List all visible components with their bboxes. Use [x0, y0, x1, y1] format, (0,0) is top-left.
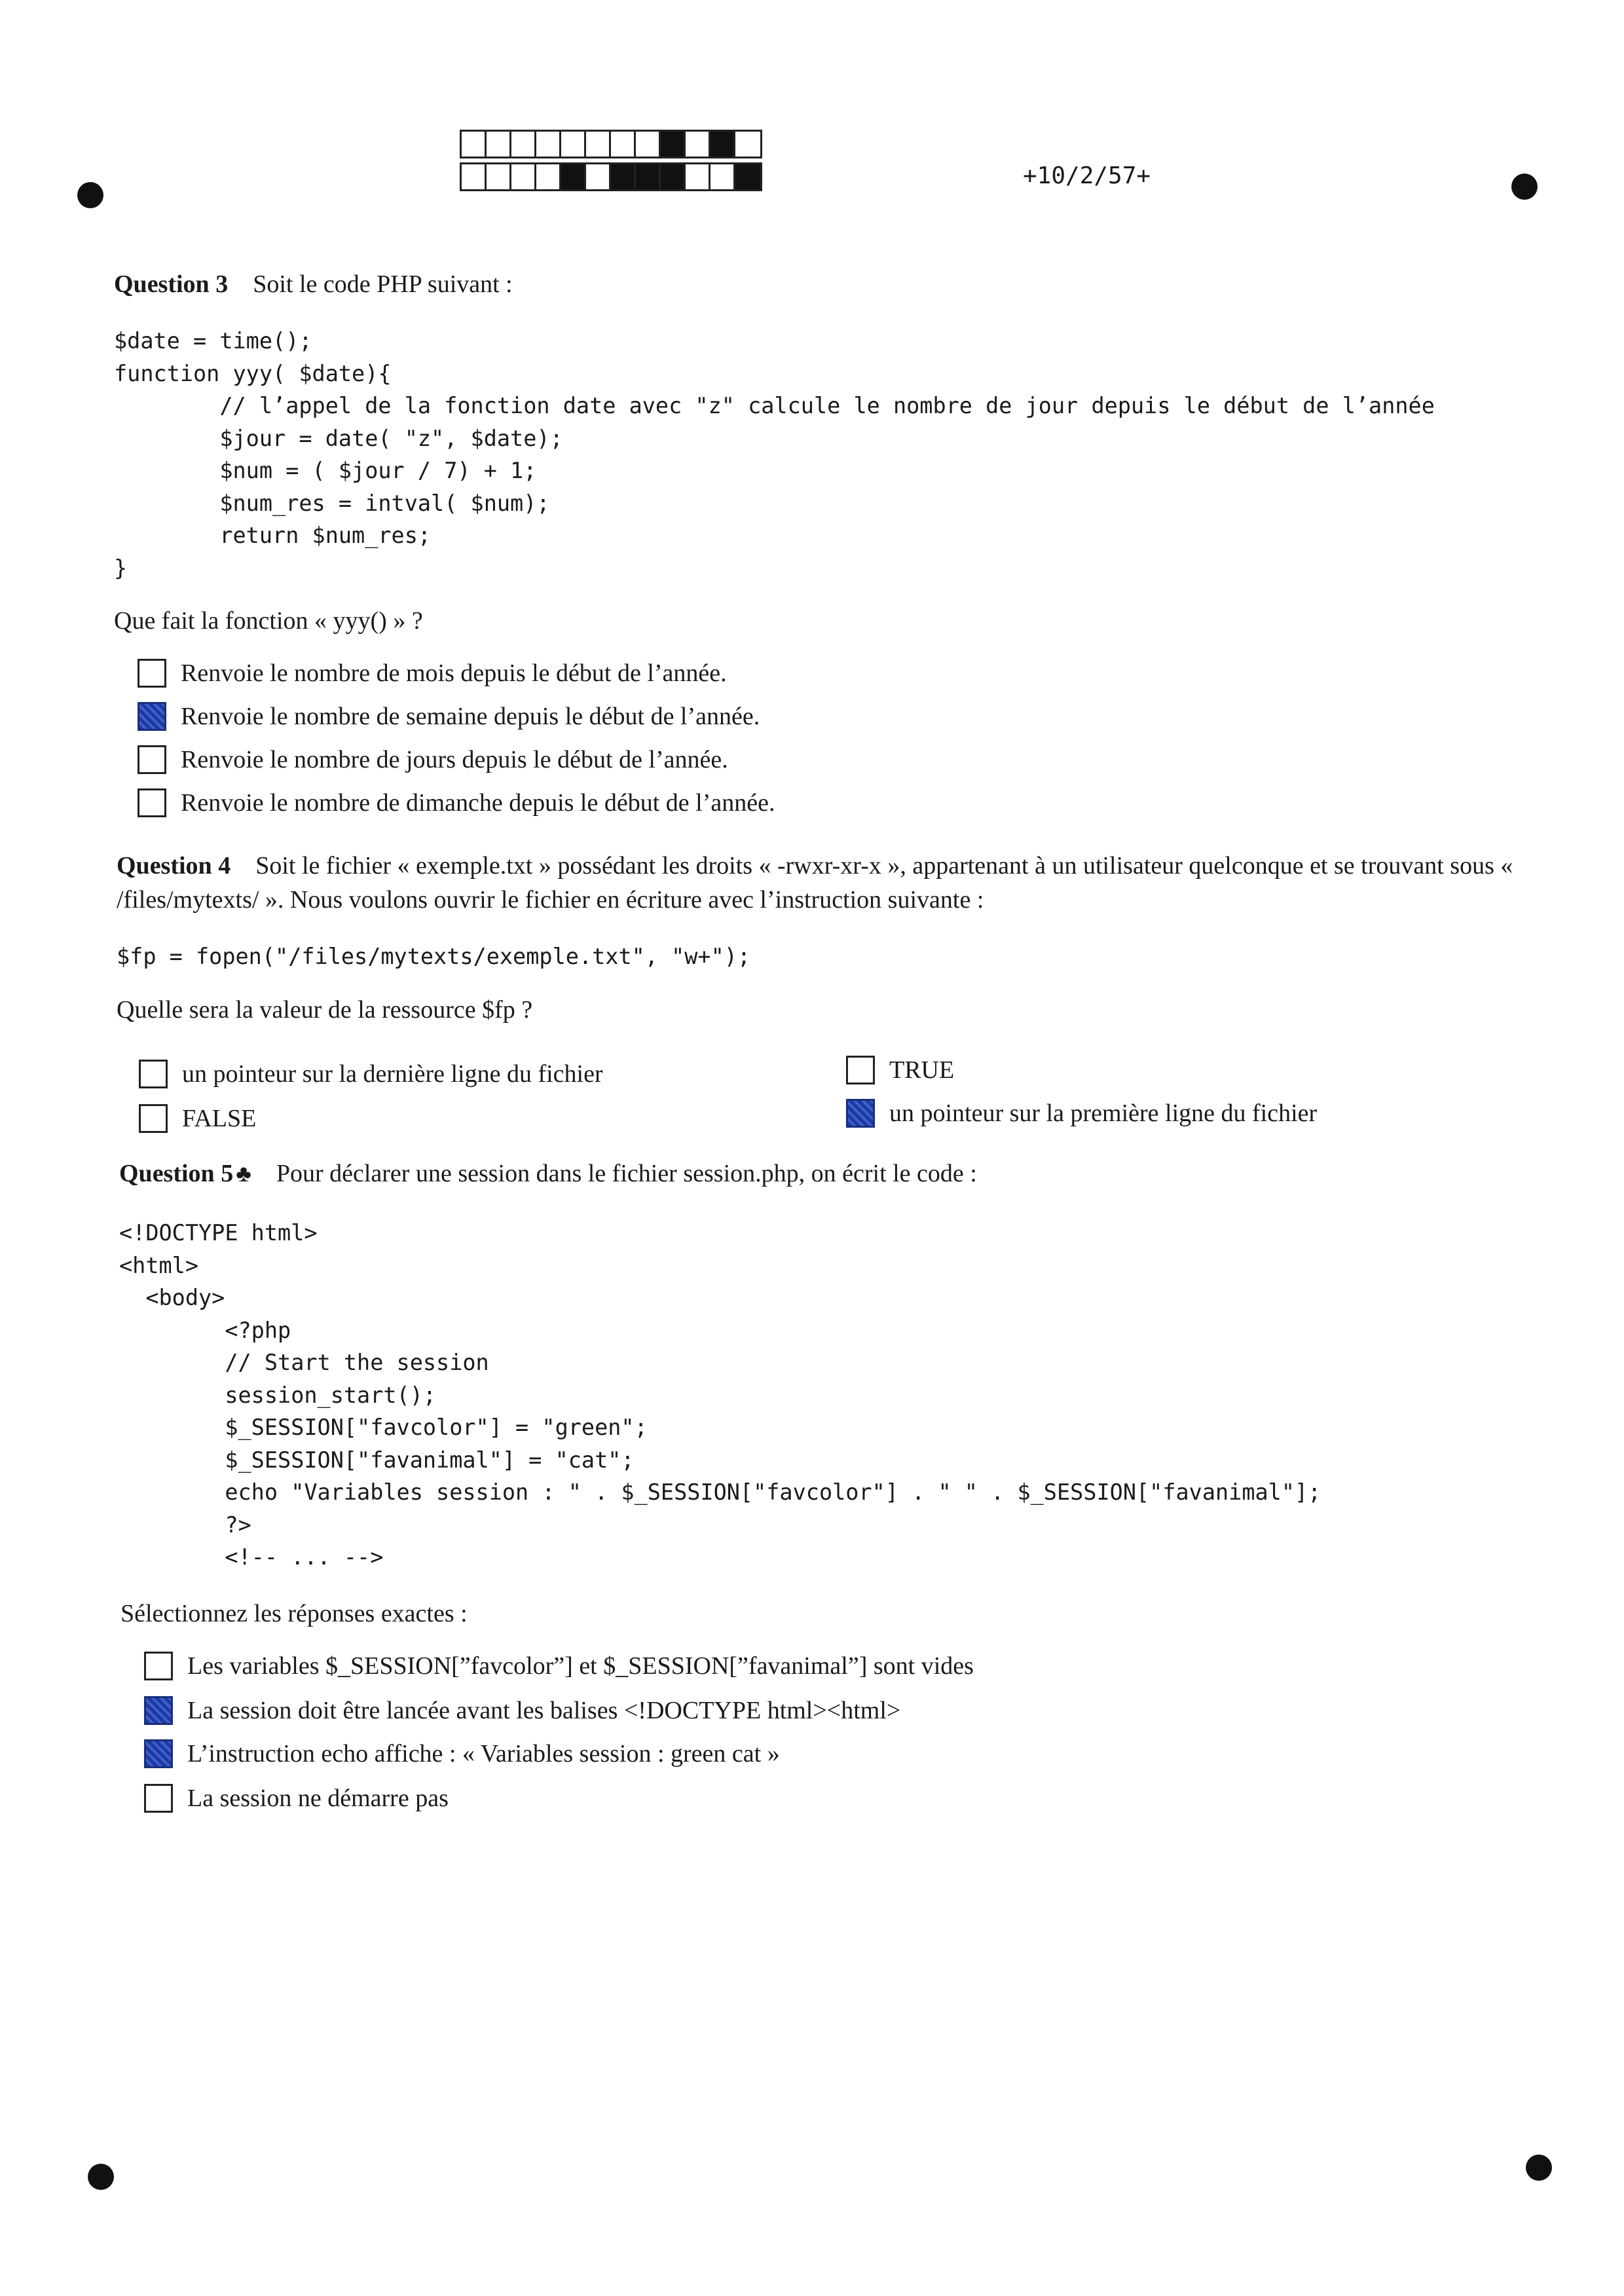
- registration-dot-bottom-left: [88, 2164, 114, 2190]
- q4-option-3-checkbox[interactable]: [846, 1056, 875, 1084]
- barcode-bottom-cell-8: [636, 164, 661, 189]
- q4-option-3-text: TRUE: [889, 1056, 955, 1084]
- q5-option-1-text: Les variables $_SESSION[”favcolor”] et $_SESSION[”favanimal”] sont vides: [187, 1652, 974, 1680]
- q5-option-3[interactable]: [144, 1739, 780, 1768]
- q3-option-4-checkbox[interactable]: [138, 788, 166, 817]
- q3-option-3-text: Renvoie le nombre de jours depuis le début de l’année.: [181, 746, 728, 773]
- barcode-top-cell-10: [686, 132, 710, 157]
- q4-option-3[interactable]: [846, 1056, 954, 1084]
- q5-option-4-checkbox[interactable]: [144, 1784, 173, 1813]
- barcode-top-cell-7: [611, 132, 636, 157]
- question-3-label: Question 3: [114, 270, 229, 298]
- barcode-top-cell-5: [561, 132, 586, 157]
- q4-option-2-text: FALSE: [182, 1105, 257, 1132]
- registration-dot-top-right: [1511, 174, 1538, 200]
- q3-option-4[interactable]: [138, 788, 775, 817]
- barcode-bottom-cell-4: [536, 164, 561, 189]
- question-4-code: $fp = fopen("/files/mytexts/exemple.txt", "w+");: [117, 944, 751, 969]
- q4-option-1-text: un pointeur sur la dernière ligne du fichier: [182, 1060, 603, 1088]
- question-5-prompt: Sélectionnez les réponses exactes :: [120, 1600, 468, 1627]
- q5-option-4-text: La session ne démarre pas: [187, 1785, 449, 1812]
- q3-option-2[interactable]: [138, 702, 760, 731]
- q4-option-2-checkbox[interactable]: [139, 1104, 168, 1133]
- barcode-top-cell-6: [586, 132, 611, 157]
- q3-option-3-checkbox[interactable]: [138, 745, 166, 774]
- barcode-top-cell-1: [462, 132, 487, 157]
- q3-option-2-checkbox[interactable]: [138, 702, 166, 731]
- question-5-label: Question 5 ♣: [119, 1160, 251, 1187]
- question-4-heading: [117, 849, 1518, 917]
- club-icon: ♣: [236, 1160, 251, 1187]
- q4-option-4[interactable]: [846, 1099, 1317, 1128]
- barcode-top-cell-4: [536, 132, 561, 157]
- question-3-heading: [114, 270, 513, 299]
- barcode-bottom-cell-1: [462, 164, 487, 189]
- q3-option-4-text: Renvoie le nombre de dimanche depuis le début de l’année.: [181, 789, 775, 817]
- question-4-prompt: Quelle sera la valeur de la ressource $fp ?: [117, 996, 533, 1024]
- question-3-text: Soit le code PHP suivant :: [253, 270, 513, 298]
- barcode-top-cell-9: [661, 132, 686, 157]
- q4-option-4-text: un pointeur sur la première ligne du fichier: [889, 1100, 1318, 1127]
- q3-option-3[interactable]: [138, 745, 728, 774]
- question-4-label: Question 4: [117, 852, 231, 880]
- barcode-bottom-cell-12: [735, 164, 760, 189]
- question-5-text: Pour déclarer une session dans le fichier session.php, on écrit le code :: [276, 1160, 977, 1187]
- q3-option-1[interactable]: [138, 659, 727, 688]
- q3-option-1-text: Renvoie le nombre de mois depuis le début de l’année.: [181, 659, 727, 687]
- barcode-bottom: [460, 162, 762, 191]
- q5-option-1-checkbox[interactable]: [144, 1652, 173, 1680]
- question-4-text: Soit le fichier « exemple.txt » possédant les droits « -rwxr-xr-x », appartenant à un utilisateur quelconque et se trouvant sous « /files/mytexts/ ». Nous voulons ouvrir le fichier en écriture avec l’instruction suivante :: [117, 852, 1513, 914]
- barcode-top-cell-2: [487, 132, 511, 157]
- q3-option-2-text: Renvoie le nombre de semaine depuis le début de l’année.: [181, 703, 760, 730]
- barcode-bottom-cell-2: [487, 164, 511, 189]
- q5-option-2-text: La session doit être lancée avant les balises <!DOCTYPE html><html>: [187, 1697, 901, 1724]
- q5-option-4[interactable]: [144, 1784, 449, 1813]
- registration-dot-top-left: [77, 182, 103, 208]
- barcode-bottom-cell-5: [561, 164, 586, 189]
- q4-option-4-checkbox[interactable]: [846, 1099, 875, 1128]
- page-id: +10/2/57+: [1023, 162, 1151, 189]
- barcode-bottom-cell-3: [511, 164, 536, 189]
- question-3-code: $date = time(); function yyy( $date){ // l’appel de la fonction date avec "z" calcule le nombre de jour depuis le début de l’année $jour = date( "z", $date); $num = ( $jour / 7) + 1; $num_res = intval( $num); return $num_res; }: [114, 328, 1435, 581]
- registration-dot-bottom-right: [1526, 2155, 1552, 2181]
- barcode-bottom-cell-11: [710, 164, 735, 189]
- question-5-code: <!DOCTYPE html> <html> <body> <?php // Start the session session_start(); $_SESSION["favcolor"] = "green"; $_SESSION["favanimal"] = "cat"; echo "Variables session : " . $_SESSION["favcolor"] . " " . $_SESSION["favanimal"]; ?> <!-- ... -->: [119, 1220, 1321, 1570]
- q5-option-2[interactable]: [144, 1696, 900, 1725]
- question-3-prompt: Que fait la fonction « yyy() » ?: [114, 607, 423, 635]
- q5-option-2-checkbox[interactable]: [144, 1696, 173, 1725]
- barcode-top-cell-12: [735, 132, 760, 157]
- barcode-top: [460, 130, 762, 158]
- q4-option-2[interactable]: [139, 1104, 256, 1133]
- question-5-heading: [119, 1159, 977, 1188]
- barcode-top-cell-11: [710, 132, 735, 157]
- barcode-bottom-cell-10: [686, 164, 710, 189]
- q5-option-1[interactable]: [144, 1652, 974, 1680]
- q4-option-1-checkbox[interactable]: [139, 1060, 168, 1088]
- barcode-bottom-cell-9: [661, 164, 686, 189]
- q5-option-3-checkbox[interactable]: [144, 1739, 173, 1768]
- q3-option-1-checkbox[interactable]: [138, 659, 166, 688]
- q5-option-3-text: L’instruction echo affiche : « Variables session : green cat »: [187, 1740, 780, 1768]
- barcode-top-cell-3: [511, 132, 536, 157]
- barcode-top-cell-8: [636, 132, 661, 157]
- barcode-bottom-cell-7: [611, 164, 636, 189]
- q4-option-1[interactable]: [139, 1060, 603, 1088]
- barcode-bottom-cell-6: [586, 164, 611, 189]
